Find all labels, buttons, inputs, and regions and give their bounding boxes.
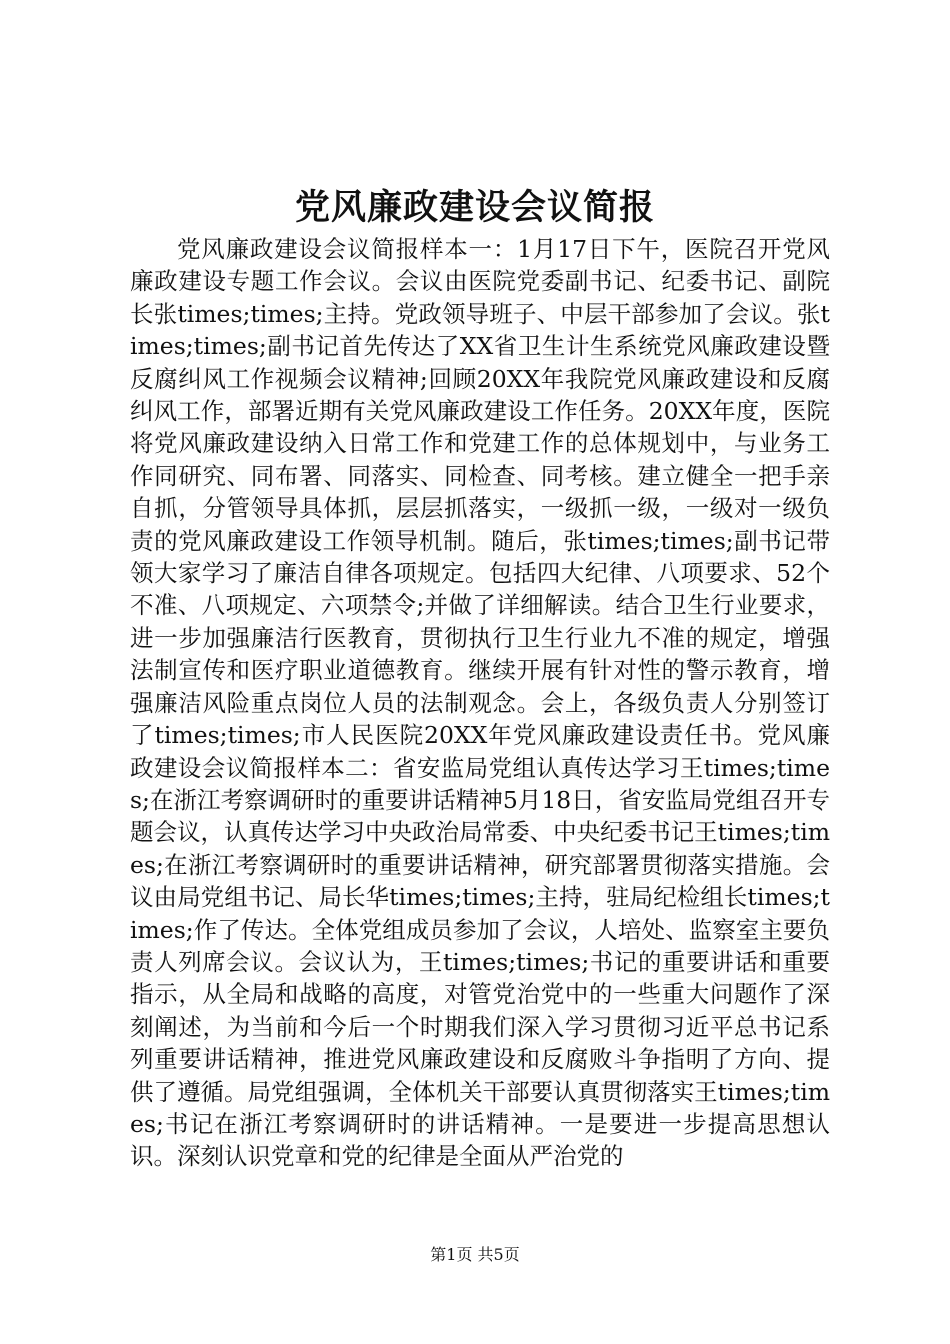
- document-body: [130, 233, 830, 1173]
- page-footer: 第1页 共5页: [430, 1245, 520, 1264]
- document-title: 党风廉政建设会议简报: [294, 187, 655, 228]
- body-paragraph: 党风廉政建设会议简报样本一：1月17日下午，医院召开党风廉政建设专题工作会议。会议由医院党委副书记、纪委书记、副院长张times;times;主持。党政领导班子、中层干部参加了会议。张times;times;副书记首先传达了XX省卫生计生系统党风廉政建设暨反腐纠风工作视频会议精神;回顾20XX年我院党风廉政建设和反腐纠风工作，部署近期有关党风廉政建设工作任务。20XX年度，医院将党风廉政建设纳入日常工作和党建工作的总体规划中，与业务工作同研究、同布署、同落实、同检查、同考核。建立健全一把手亲自抓，分管领导具体抓，层层抓落实，一级抓一级，一级对一级负责的党风廉政建设工作领导机制。随后，张times;times;副书记带领大家学习了廉洁自律各项规定。包括四大纪律、八项要求、52个不准、八项规定、六项禁令;并做了详细解读。结合卫生行业要求，进一步加强廉洁行医教育，贯彻执行卫生行业九不准的规定，增强法制宣传和医疗职业道德教育。继续开展有针对性的警示教育，增强廉洁风险重点岗位人员的法制观念。会上，各级负责人分别签订了times;times;市人民医院20XX年党风廉政建设责任书。党风廉政建设会议简报样本二：省安监局党组认真传达学习王times;times;在浙江考察调研时的重要讲话精神5月18日，省安监局党组召开专题会议，认真传达学习中央政治局常委、中央纪委书记王times;times;在浙江考察调研时的重要讲话精神，研究部署贯彻落实措施。会议由局党组书记、局长华times;times;主持，驻局纪检组长times;times;作了传达。全体党组成员参加了会议，人培处、监察室主要负责人列席会议。会议认为，王times;times;书记的重要讲话和重要指示，从全局和战略的高度，对管党治党中的一些重大问题作了深刻阐述，为当前和今后一个时期我们深入学习贯彻习近平总书记系列重要讲话精神，推进党风廉政建设和反腐败斗争指明了方向、提供了遵循。局党组强调，全体机关干部要认真贯彻落实王times;times;书记在浙江考察调研时的讲话精神。一是要进一步提高思想认识。深刻认识党章和党的纪律是全面从严治党的: [130, 235, 830, 1171]
